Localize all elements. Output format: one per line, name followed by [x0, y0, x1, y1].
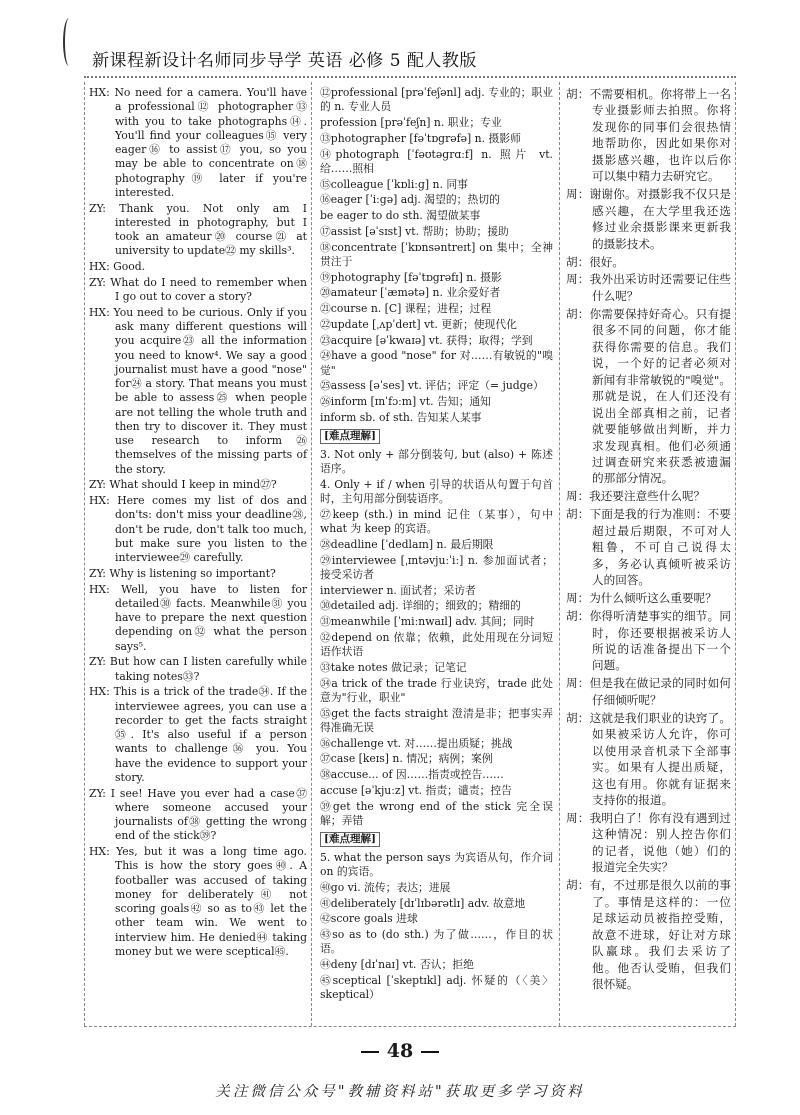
translation-line: 周：我外出采访时还需要记住些什么呢？ — [566, 272, 731, 303]
dialogue-line: HX: No need for a camera. You'll have a professional⑫ photographer⑬ with you to take photographs⑭. You'll find your colleagues⑮ very eager⑯ to assist⑰ you, so you may be able to concentrate on⑱ photography⑲ later if you're interested. — [89, 86, 307, 199]
dialogue-line: HX: This is a trick of the trade㉞. If the interviewee agrees, you can use a recorder to get the facts straight㉟. It's also useful if a person wants to challenge㊱ you. You have the evidence to support your story. — [89, 685, 307, 784]
dialogue-line: ZY: Thank you. Not only am I interested in photography, but I took an amateur⑳ course㉑ at university to update㉒ my skills³. — [89, 201, 307, 258]
english-dialogue-column — [84, 82, 312, 1026]
difficulty-heading: [难点理解] — [320, 832, 380, 848]
note-item: ㊹deny [dɪˈnaɪ] vt. 否认；拒绝 — [320, 958, 474, 972]
note-item: ㉖inform [ɪnˈfɔːm] vt. 告知；通知 — [320, 395, 491, 408]
translation-line: 胡：有，不过那是很久以前的事了。事情是这样的：一位足球运动员被指控受贿，故意不进球，好让对方球队赢球。我们去采访了他。他否认受贿，但我们很怀疑。 — [566, 878, 731, 992]
note-item: 5. what the person says 为宾语从句，作介词 on 的宾语。 — [320, 850, 553, 879]
translation-line: 周：我还要注意些什么呢？ — [566, 489, 706, 504]
translation-line: 周：谢谢你。对摄影我不仅只是感兴趣，在大学里我还选修过业余摄影课来更新我的摄影技术。 — [566, 187, 731, 251]
note-item: ㉟get the facts straight 澄清是非；把事实弄得准确无误 — [320, 706, 553, 734]
translation-line: 胡：很好。 — [566, 254, 624, 269]
note-item: ㉛meanwhile [ˈmiːnwaɪl] adv. 其间；同时 — [320, 615, 535, 629]
dialogue-line: HX: Here comes my list of dos and don'ts: don't miss your deadline㉘, don't be rude, don't talk too much, but make sure you listen to the interviewee㉙ carefully. — [89, 494, 307, 564]
note-item: ㊷score goals 进球 — [320, 912, 418, 926]
note-item: ㊸so as to (do sth.) 为了做……，作目的状语。 — [320, 928, 553, 956]
note-item: ㊺sceptical [ˈskeptɪkl] adj. 怀疑的（〈美〉skeptical） — [320, 973, 553, 1002]
page-number-dash — [421, 1051, 439, 1053]
book-spine-mark — [63, 18, 75, 66]
note-item: ㉔have a good "nose" for 对……有敏锐的"嗅觉" — [320, 349, 553, 377]
page-number-value: 48 — [386, 1040, 414, 1062]
note-item: interviewer n. 面试者；采访者 — [320, 583, 476, 597]
note-item: inform sb. of sth. 告知某人某事 — [320, 410, 482, 424]
note-item: 4. Only + if / when 引导的状语从句置于句首时，主句用部分倒装语序。 — [320, 477, 553, 506]
translation-line: 周：我明白了！你有没有遇到过这种情况：别人控告你们的记者，说他（她）们的报道完全失实？ — [566, 810, 731, 875]
note-item: ⑫professional [prəˈfeʃənl] adj. 专业的；职业的 n. 专业人员 — [320, 86, 553, 114]
difficulty-heading: [难点理解] — [320, 429, 380, 445]
note-item: ㉙interviewee [ˌɪntəvjuːˈiː] n. 参加面试者；接受采访者 — [320, 553, 553, 581]
note-item: ㉜depend on 依靠；依赖，此处用现在分词短语作状语 — [320, 630, 553, 659]
translation-line: 胡：下面是我的行为准则：不要超过最后期限，不可对人粗鲁，不可自己说得太多，务必认真倾听被采访人的回答。 — [566, 507, 731, 588]
note-item: accuse [əˈkjuːz] vt. 指责；谴责；控告 — [320, 783, 512, 797]
vocabulary-notes-column — [314, 82, 560, 1026]
dialogue-line: ZY: I see! Have you ever had a case㊲ where someone accused your journalists of㊳ getting the wrong end of the stick㊴? — [89, 786, 307, 843]
translation-line: 胡：你需要保持好奇心。只有提很多不同的问题，你才能获得你需要的信息。我们说，一个好的记者必须对新闻有非常敏锐的"嗅觉"。那就是说，在人们还没有说出全部真相之前，记者就要能够做出判断，并力求发现真相。他们必须通过调查研究来获悉被遗漏的那部分情况。 — [566, 306, 731, 486]
dialogue-line: ZY: But how can I listen carefully while taking notes㉝? — [89, 655, 307, 683]
note-item: ㉕assess [əˈses] vt. 评估；评定（= judge） — [320, 379, 544, 393]
header-divider — [84, 76, 736, 78]
page-number-dash — [361, 1051, 379, 1053]
note-item: ㉞a trick of the trade 行业诀窍，trade 此处意为"行业，职业" — [320, 676, 553, 704]
note-item: ⑯eager [ˈiːgə] adj. 渴望的；热切的 — [320, 193, 500, 207]
note-item: ㉘deadline [ˈdedlaɪn] n. 最后期限 — [320, 537, 494, 551]
translation-line: 周：但是我在做记录的同时如何仔细倾听呢？ — [566, 676, 731, 707]
translation-line: 胡：不需要相机。你将带上一名专业摄影师去拍照。你将发现你的同事们会很热情地帮助你，因此如果你对摄影感兴趣，也许以后你可以集中精力去研究它。 — [566, 87, 731, 184]
note-item: ⑱concentrate [ˈkɒnsəntreɪt] on 集中；全神贯注于 — [320, 240, 553, 268]
page-number — [0, 1040, 800, 1062]
note-item: 3. Not only + 部分倒装句, but (also) + 陈述语序。 — [320, 447, 553, 476]
note-item: ㊵go vi. 流传；表达；进展 — [320, 880, 451, 894]
dialogue-line: ZY: Why is listening so important? — [89, 566, 276, 580]
note-item: ㊶deliberately [dɪˈlɪbərətlɪ] adv. 故意地 — [320, 896, 526, 910]
dialogue-line: ZY: What do I need to remember when I go out to cover a story? — [89, 275, 307, 303]
translation-line: 周：为什么倾听这么重要呢？ — [566, 591, 717, 606]
running-header: 新课程新设计名师同步导学 英语 必修 5 配人教版 — [92, 51, 477, 71]
note-item: ⑬photographer [fəˈtɒgrəfə] n. 摄影师 — [320, 131, 521, 145]
note-item: ⑭photograph [ˈfəʊtəgrɑːf] n. 照片 vt. 给……照相 — [320, 147, 553, 175]
note-item: ㊱challenge vt. 对……提出质疑；挑战 — [320, 736, 513, 750]
note-item: ㊳accuse... of 因……指责或控告…… — [320, 768, 504, 782]
note-item: be eager to do sth. 渴望做某事 — [320, 209, 481, 222]
note-item: ㉗keep (sth.) in mind 记住（某事），句中 what 为 keep 的宾语。 — [320, 507, 553, 536]
translation-line: 胡：这就是我们职业的诀窍了。如果被采访人允许，你可以使用录音机录下全部事实。如果有人提出质疑，这也有用。你就有证据来支持你的报道。 — [566, 710, 731, 808]
dialogue-line: ZY: What should I keep in mind㉗? — [89, 478, 277, 492]
note-item: ⑮colleague [ˈkɒliːg] n. 同事 — [320, 177, 468, 191]
note-item: ㉓acquire [əˈkwaɪə] vt. 获得；取得；学到 — [320, 333, 533, 347]
note-item: ⑲photography [fəˈtɒgrəfɪ] n. 摄影 — [320, 270, 502, 284]
note-item: ㉝take notes 做记录；记笔记 — [320, 660, 467, 674]
note-item: ㊲case [keɪs] n. 情况；病例；案例 — [320, 752, 493, 766]
note-item: ㉚detailed adj. 详细的；细致的；精细的 — [320, 599, 521, 613]
dialogue-line: HX: You need to be curious. Only if you ask many different questions will you acquire㉓ all the information you need to know⁴. We say a good journalist must have a good "nose" for㉔ a story. That means you must be able to assess㉕ when people are not telling the whole truth and then try to discover it. They must use research to inform㉖ themselves of the missing parts of the story. — [89, 305, 307, 476]
note-item: ㉑course n. [C] 课程；进程；过程 — [320, 302, 492, 315]
chinese-translation-column — [562, 82, 736, 1026]
note-item: ⑳amateur [ˈæmətə] n. 业余爱好者 — [320, 286, 501, 300]
translation-line: 胡：你得听清楚事实的细节。同时，你还要根据被采访人所说的话准备提出下一个问题。 — [566, 609, 731, 673]
column-bottom-rule — [84, 1026, 736, 1027]
note-item: profession [prəˈfeʃn] n. 职业；专业 — [320, 116, 502, 129]
note-item: ㉒update [ˌʌpˈdeɪt] vt. 更新；使现代化 — [320, 317, 517, 331]
note-item: ㊴get the wrong end of the stick 完全误解；弄错 — [320, 799, 553, 827]
note-item: ⑰assist [əˈsɪst] vt. 帮助；协助；援助 — [320, 224, 509, 238]
dialogue-line: HX: Well, you have to listen for detailed㉚ facts. Meanwhile㉛ you have to prepare the next question depending on㉜ what the person says⁵. — [89, 582, 307, 653]
footer-promo-note: 关注微信公众号"教辅资料站"获取更多学习资料 — [215, 1084, 585, 1100]
dialogue-line: HX: Good. — [89, 260, 146, 273]
dialogue-line: HX: Yes, but it was a long time ago. This is how the story goes㊵. A footballer was accused of taking money for deliberately㊶ not scoring goals㊷ so as to㊸ let the other team win. We went to interview him. He denied㊹ taking money but we were sceptical㊺. — [89, 845, 307, 958]
